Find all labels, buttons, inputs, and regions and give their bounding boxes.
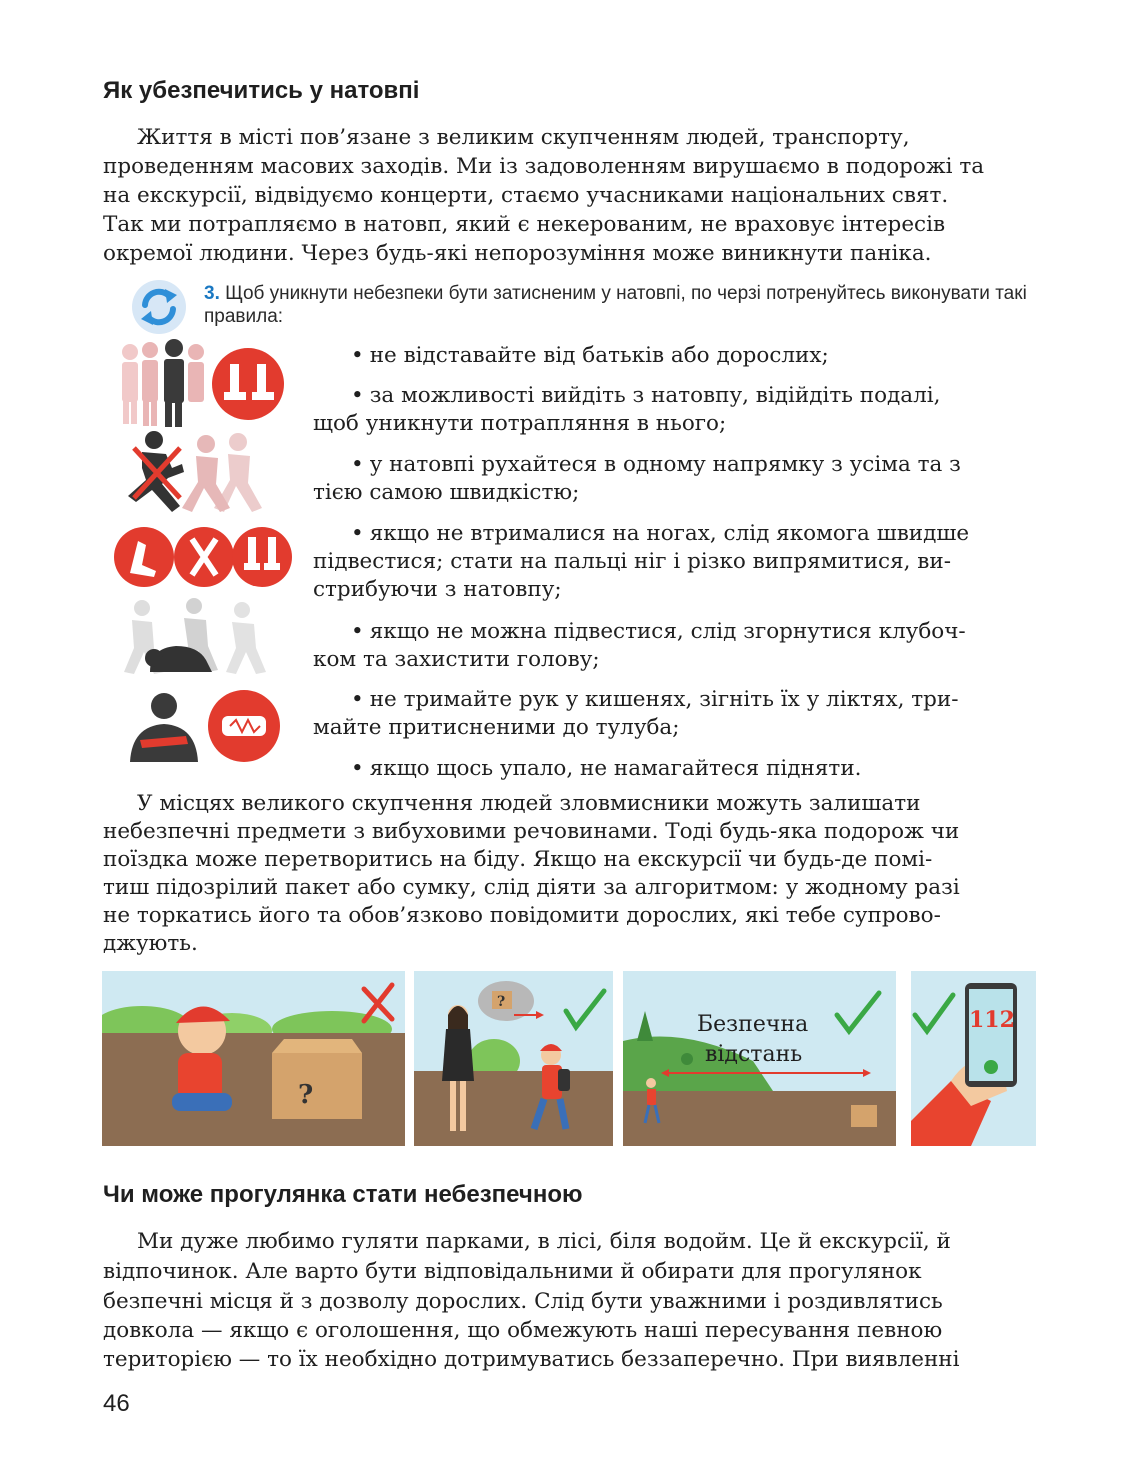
bubble-question-mark: ? xyxy=(497,994,506,1010)
bullet-icon: • xyxy=(351,521,364,546)
refresh-cycle-icon xyxy=(131,279,187,335)
rule-item xyxy=(313,451,1027,507)
task-icon-badge xyxy=(131,279,187,335)
intro-line: окремої людини. Через будь-які непорозуміння може виникнути паніка. xyxy=(103,241,932,266)
box-question-mark: ? xyxy=(298,1080,314,1110)
rule-line: у натовпі рухайтеся в одному напрямку з усіма та з xyxy=(369,452,961,477)
outro-line: поїздка може перетворитись на біду. Якщо на екскурсії чи будь-де помі- xyxy=(103,847,933,872)
intro-line: проведенням масових заходів. Ми із задоволенням вирушаємо в подорожі та xyxy=(103,154,985,179)
bullet-icon: • xyxy=(351,452,364,477)
comic-panel-safe-distance xyxy=(623,971,896,1146)
safe-distance-label-2: відстань xyxy=(705,1042,803,1067)
rule-line: якщо не можна підвестися, слід згорнутися клубоч- xyxy=(369,619,966,644)
bullet-icon: • xyxy=(351,343,364,368)
phone-call-icon xyxy=(984,1060,998,1074)
task-instruction xyxy=(204,282,1036,328)
walk-line: територією — то їх необхідно дотримуватись беззаперечно. При виявленні xyxy=(103,1347,960,1372)
task-text: Щоб уникнути небезпеки бути затисненим у натовпі, по черзі потренуйтесь виконувати такі правила: xyxy=(204,283,1027,327)
pictogram-no-running xyxy=(120,428,280,516)
bullet-icon: • xyxy=(351,383,364,408)
rule-line: за можливості вийдіть з натовпу, відійдіть подалі, xyxy=(369,383,941,408)
walk-line: відпочинок. Але варто бути відповідальними й обирати для прогулянок xyxy=(103,1259,922,1284)
comic-panel-dont-touch xyxy=(102,971,405,1146)
rule-line: не відставайте від батьків або дорослих; xyxy=(369,343,829,368)
pictogram-stand-on-toes xyxy=(112,517,292,597)
walk-line: довкола — якщо є оголошення, що обмежують наші пересування певною xyxy=(103,1318,943,1343)
rule-item xyxy=(313,382,1027,438)
rule-item xyxy=(313,755,1027,783)
intro-line: Так ми потрапляємо в натовп, який є некерованим, не враховує інтересів xyxy=(103,212,946,237)
pictogram-stay-with-adults xyxy=(112,338,292,428)
rule-line: стрибуючи з натовпу; xyxy=(313,577,562,602)
rule-item xyxy=(313,520,1027,604)
outro-line: небезпечні предмети з вибуховими речовинами. Тоді будь-яка подорож чи xyxy=(103,819,960,844)
bullet-icon: • xyxy=(351,687,364,712)
rule-item xyxy=(313,686,1027,742)
walk-line: Ми дуже любимо гуляти парками, в лісі, біля водойм. Це й екскурсії, й xyxy=(137,1229,951,1254)
comic-panel-tell-adult xyxy=(414,971,613,1146)
rule-line: щоб уникнути потрапляння в нього; xyxy=(313,411,727,436)
safe-distance-label-1: Безпечна xyxy=(697,1012,809,1037)
intro-line: Життя в місті пов’язане з великим скупченням людей, транспорту, xyxy=(137,125,910,150)
outro-line: тиш підозрілий пакет або сумку, слід діяти за алгоритмом: у жодному разі xyxy=(103,875,960,900)
rule-line: якщо не втрималися на ногах, слід якомога швидше xyxy=(369,521,970,546)
walk-line: безпечні місця й з дозволу дорослих. Слід бути уважними і роздивлятись xyxy=(103,1289,943,1314)
outro-line: не торкатись його та обов’язково повідомити дорослих, які тебе супрово- xyxy=(103,903,941,928)
rule-item xyxy=(313,342,1027,370)
bullet-icon: • xyxy=(351,756,364,781)
page-number: 46 xyxy=(103,1390,130,1417)
rule-line: підвестися; стати на пальці ніг і різко випрямитися, ви- xyxy=(313,549,951,574)
emergency-number: 112 xyxy=(969,1007,1015,1033)
rule-line: не тримайте рук у кишенях, зігніть їх у ліктях, три- xyxy=(369,687,959,712)
rule-line: тією самою швидкістю; xyxy=(313,480,580,505)
bullet-icon: • xyxy=(351,619,364,644)
task-number: 3. xyxy=(204,283,220,304)
pictogram-arms-crossed xyxy=(126,686,282,766)
section-heading-crowd: Як убезпечитись у натовпі xyxy=(103,77,420,104)
rule-line: майте притисненими до тулуба; xyxy=(313,715,680,740)
outro-line: джують. xyxy=(103,931,198,956)
intro-line: на екскурсії, відвідуємо концерти, стаємо учасниками національних свят. xyxy=(103,183,949,208)
outro-line: У місцях великого скупчення людей зловмисники можуть залишати xyxy=(137,791,921,816)
rule-item xyxy=(313,618,1027,674)
rule-line: якщо щось упало, не намагайтеся підняти. xyxy=(369,756,862,781)
comic-panel-call-112 xyxy=(911,971,1036,1146)
rule-line: ком та захистити голову; xyxy=(313,647,600,672)
section-heading-walk: Чи може прогулянка стати небезпечною xyxy=(103,1181,583,1208)
pictogram-curl-protect-head xyxy=(120,596,282,676)
